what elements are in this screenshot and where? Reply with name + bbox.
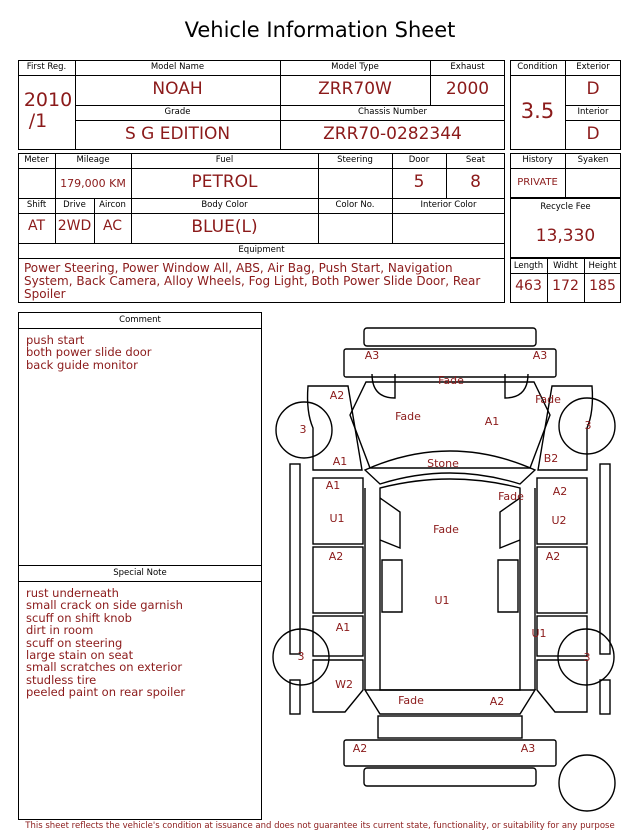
mark-rear-quarter-left: A1 (335, 621, 351, 634)
drive-label: Drive (63, 200, 86, 210)
mark-fender-left: A2 (329, 389, 345, 402)
mark-roof: Fade (433, 523, 459, 536)
shift-label: Shift (26, 200, 47, 210)
list-item: studless tire (26, 672, 97, 687)
list-item: large stain on seat (26, 648, 134, 663)
recycle-fee-label: Recycle Fee (540, 202, 591, 212)
door-value: 5 (413, 172, 425, 192)
condition-label: Condition (517, 62, 558, 72)
first-reg-label: First Reg. (26, 62, 67, 72)
length-value: 463 (515, 278, 542, 294)
mark-tailgate-right: A2 (489, 695, 505, 708)
seat-label: Seat (465, 155, 486, 165)
height-label: Height (588, 261, 617, 271)
shift-value: AT (27, 218, 46, 234)
equipment-text: Power Steering, Power Window All, ABS, Air Bag, Push Start, Navigation System, Back Camera, Alloy Wheels, Fog Light, Both Power Slide Door, Rear Spoiler (24, 261, 481, 301)
mark-right-mirror: Fade (498, 490, 524, 503)
mark-floor: U1 (434, 594, 450, 607)
mark-pillar-left: A1 (332, 455, 348, 468)
aircon-label: Aircon (99, 200, 126, 210)
syaken-label: Syaken (577, 155, 609, 165)
fuel-value: PETROL (191, 172, 258, 192)
mark-tire-rr: 3 (583, 651, 591, 664)
aircon-value: AC (102, 218, 123, 234)
exterior-value: D (586, 79, 600, 99)
chassis-value: ZRR70-0282344 (323, 124, 462, 144)
mark-front-bumper-right: A3 (532, 349, 548, 362)
interior-color-label: Interior Color (420, 200, 477, 210)
seat-value: 8 (470, 172, 481, 192)
length-label: Length (513, 261, 544, 271)
list-item: peeled paint on rear spoiler (26, 685, 186, 700)
footer-disclaimer: This sheet reflects the vehicle's condition at issuance and does not guarantee its current state, functionality, or suitability for any purpose (25, 821, 615, 831)
mark-hood-right: A1 (484, 415, 500, 428)
list-item: push start (26, 333, 85, 347)
mark-windshield: Stone (427, 457, 459, 470)
page-title: Vehicle Information Sheet (184, 18, 456, 42)
model-name-value: NOAH (152, 79, 203, 99)
mark-hood-left: Fade (395, 410, 421, 423)
list-item: scuff on shift knob (26, 610, 132, 625)
mark-pillar-right: B2 (543, 452, 559, 465)
mark-rear-bumper-right: A3 (520, 742, 536, 755)
mark-tire-rl: 3 (297, 650, 305, 663)
special-note-label: Special Note (113, 568, 167, 578)
body-color-label: Body Color (201, 200, 248, 210)
drive-value: 2WD (57, 218, 92, 234)
mileage-value: 179,000 KM (60, 177, 126, 190)
comment-label: Comment (119, 315, 161, 325)
chassis-label: Chassis Number (357, 107, 428, 117)
width-label: Widht (553, 261, 578, 271)
model-name-label: Model Name (150, 62, 205, 72)
exhaust-label: Exhaust (450, 62, 485, 72)
history-value: PRIVATE (517, 177, 558, 188)
mark-rear-left-lower: W2 (335, 678, 353, 691)
meter-label: Meter (24, 155, 49, 165)
mark-fender-right: Fade (535, 393, 561, 406)
comment-box (18, 312, 262, 820)
model-type-value: ZRR70W (318, 79, 392, 99)
width-value: 172 (552, 278, 579, 294)
interior-label: Interior (577, 107, 609, 117)
mileage-label: Mileage (76, 155, 110, 165)
history-label: History (522, 155, 553, 165)
mark-front-door-right: U2 (551, 514, 567, 527)
comment-list (26, 334, 152, 371)
recycle-fee-value: 13,330 (535, 226, 596, 246)
equipment-label: Equipment (238, 245, 285, 255)
list-item: small scratches on exterior (26, 660, 183, 675)
mark-tire-fr: 3 (584, 419, 592, 432)
grade-value: S G EDITION (124, 124, 231, 144)
first-reg-year: 2010 (23, 89, 73, 111)
car-damage-diagram (270, 320, 630, 820)
mark-rear-door-left: A2 (328, 550, 344, 563)
fuel-label: Fuel (215, 155, 234, 165)
mark-front-door-right-top: A2 (552, 485, 568, 498)
condition-value: 3.5 (520, 99, 555, 123)
mark-front-door-left: U1 (329, 512, 345, 525)
body-color-value: BLUE(L) (191, 217, 258, 237)
model-type-label: Model Type (331, 62, 379, 72)
mark-rear-door-right: A2 (545, 550, 561, 563)
mark-rear-bumper-left: A2 (352, 742, 368, 755)
interior-value: D (586, 124, 600, 144)
mark-tire-fl: 3 (299, 423, 307, 436)
exterior-label: Exterior (576, 62, 610, 72)
mark-rear-quarter-right: U1 (531, 627, 547, 640)
special-note-list (26, 587, 185, 699)
mark-tailgate-left: Fade (398, 694, 424, 707)
list-item: back guide monitor (26, 357, 138, 372)
list-item: dirt in room (26, 623, 94, 638)
first-reg-month: /1 (28, 110, 48, 132)
list-item: rust underneath (26, 586, 119, 600)
exhaust-value: 2000 (445, 79, 490, 99)
mark-hood-center: Fade (438, 374, 464, 387)
mark-front-bumper-left: A3 (364, 349, 380, 362)
door-label: Door (408, 155, 430, 165)
height-value: 185 (589, 278, 616, 294)
mark-front-door-left-top: A1 (325, 479, 341, 492)
list-item: scuff on steering (26, 635, 123, 650)
list-item: small crack on side garnish (26, 598, 183, 613)
grade-label: Grade (164, 107, 191, 117)
steering-label: Steering (337, 155, 373, 165)
color-no-label: Color No. (335, 200, 375, 210)
list-item: both power slide door (26, 345, 152, 360)
